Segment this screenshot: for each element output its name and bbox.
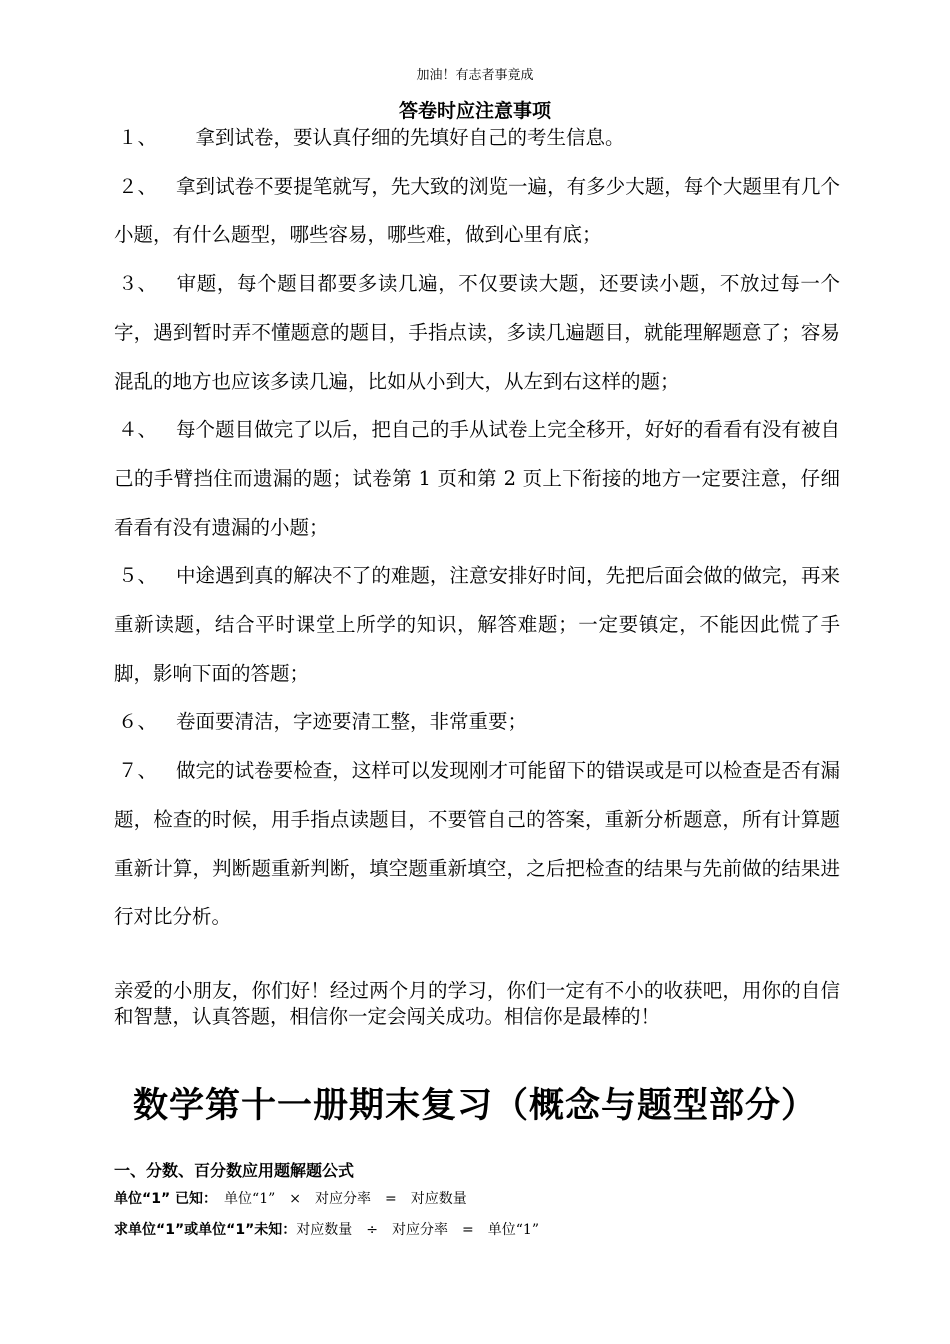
note-number: ４、 <box>118 418 158 442</box>
formula-expression: 对应数量 ÷ 对应分率 = 单位“1” <box>296 1222 539 1238</box>
greeting-paragraph: 亲爱的小朋友，你们好！经过两个月的学习，你们一定有不小的收获吧，用你的自信和智慧，认真答题，相信你一定会闯关成功。相信你是最棒的！ <box>114 979 840 1028</box>
note-text: 做完的试卷要检查，这样可以发现刚才可能留下的错误或是可以检查是否有漏题，检查的时候，用手指点读题目，不要管自己的答案，重新分析题意，所有计算题重新计算，判断题重新判断，填空题重新填空，之后把检查的结果与先前做的结果进行对比分析。 <box>114 759 840 929</box>
note-item <box>114 698 840 747</box>
note-item <box>114 114 840 163</box>
formula-line <box>114 1188 467 1208</box>
note-text: 审题，每个题目都要多读几遍，不仅要读大题，还要读小题，不放过每一个字，遇到暂时弄不懂题意的题目，手指点读，多读几遍题目，就能理解题意了；容易混乱的地方也应该多读几遍，比如从小到大，从左到右这样的题； <box>114 272 840 393</box>
note-text: 卷面要清洁，字迹要清工整，非常重要； <box>176 710 528 734</box>
section-heading: 一、分数、百分数应用题解题公式 <box>114 1161 355 1180</box>
header-motto: 加油！有志者事竟成 <box>416 68 534 83</box>
notes-list <box>114 114 840 942</box>
note-item <box>114 406 840 552</box>
note-item <box>114 747 840 942</box>
note-number: ６、 <box>118 710 158 734</box>
note-number: ２、 <box>118 174 158 198</box>
formula-line <box>114 1219 539 1239</box>
note-text: 拿到试卷，要认真仔细的先填好自己的考生信息。 <box>176 126 625 149</box>
note-text: 每个题目做完了以后，把自己的手从试卷上完全移开，好好的看看有没有被自己的手臂挡住而遗漏的题；试卷第 1 页和第 2 页上下衔接的地方一定要注意，仔细看看有没有遗漏的小题； <box>114 418 840 539</box>
note-text: 拿到试卷不要提笔就写，先大致的浏览一遍，有多少大题，每个大题里有几个小题，有什么题型，哪些容易，哪些难，做到心里有底； <box>114 174 840 247</box>
note-number: ７、 <box>118 759 158 783</box>
formula-label: 求单位“1”或单位“1”未知： <box>114 1222 297 1238</box>
formula-label: 单位“1” 已知： <box>114 1191 211 1207</box>
formula-expression: 单位“1” × 对应分率 = 对应数量 <box>210 1191 467 1207</box>
note-number: １、 <box>118 126 158 149</box>
note-text: 中途遇到真的解决不了的难题，注意安排好时间，先把后面会做的做完，再来重新读题，结合平时课堂上所学的知识，解答难题；一定要镇定，不能因此慌了手脚，影响下面的答题； <box>114 564 840 685</box>
note-number: ３、 <box>118 272 158 296</box>
note-number: ５、 <box>118 564 158 588</box>
note-item <box>114 552 840 698</box>
notes-title: 答卷时应注意事项 <box>398 100 551 122</box>
note-item <box>114 260 840 406</box>
review-title: 数学第十一册期末复习（概念与题型部分） <box>132 1086 817 1126</box>
note-item <box>114 163 840 260</box>
